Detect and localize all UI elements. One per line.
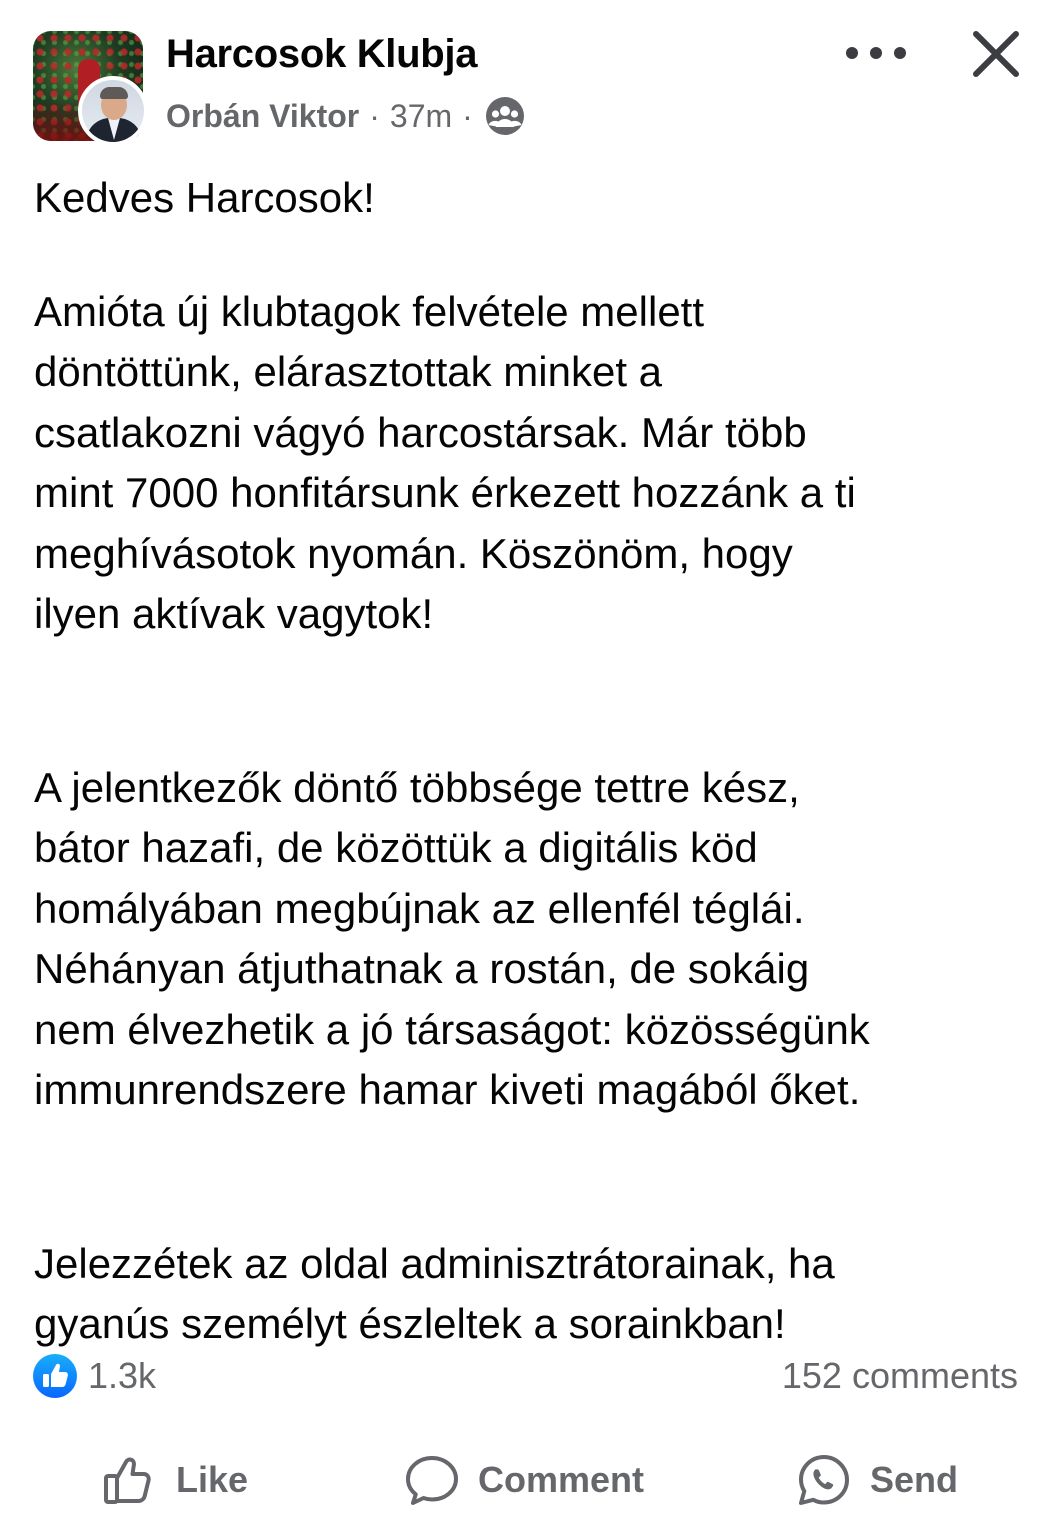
- whatsapp-send-icon: [796, 1452, 852, 1508]
- comment-icon: [404, 1452, 460, 1508]
- like-button[interactable]: [102, 1440, 248, 1520]
- post-actions: [0, 1440, 1050, 1520]
- post-paragraph: A jelentkezők döntő többsége tettre kész, bátor hazafi, de közöttük a digitális köd homályában megbújnak az ellenfél téglái. Néhányan átjuthatnak a rostán, de sokáig nem élvezhetik a jó társaságot: közösségünk immunrendszere hamar kiveti magából őket.: [34, 763, 870, 1113]
- like-icon: [102, 1452, 158, 1508]
- send-label: Send: [870, 1459, 959, 1500]
- post-header: [0, 0, 1050, 160]
- author-name-link[interactable]: Orbán Viktor: [166, 97, 360, 134]
- post-meta: [166, 96, 527, 136]
- like-label: Like: [176, 1459, 249, 1500]
- post-time[interactable]: 37m: [389, 97, 453, 134]
- post-paragraph: Amióta új klubtagok felvétele mellett döntöttünk, elárasztottak minket a csatlakozni vágyó harcostársak. Már több mint 7000 honfitársunk érkezett hozzánk a ti meghívásotok nyomán. Köszönöm, hogy ilyen aktívak vagytok!: [34, 287, 856, 637]
- reactions-summary[interactable]: [32, 1353, 156, 1399]
- reaction-count: 1.3k: [88, 1355, 157, 1396]
- group-name-link[interactable]: Harcosok Klubja: [166, 32, 478, 76]
- more-dots-icon[interactable]: [846, 36, 906, 70]
- group-audience-icon: [483, 94, 527, 138]
- send-button[interactable]: [796, 1440, 958, 1520]
- post-paragraph: Jelezzétek az oldal adminisztrátorainak, ha gyanús személyt észleltek a sorainkban!: [34, 1239, 835, 1347]
- meta-separator: ·: [369, 97, 380, 134]
- like-reaction-icon: [32, 1353, 78, 1399]
- post-body: [34, 168, 1024, 1355]
- post-greeting: Kedves Harcosok!: [34, 174, 375, 221]
- close-icon[interactable]: [968, 26, 1024, 82]
- comment-label: Comment: [478, 1459, 645, 1500]
- meta-separator: ·: [462, 97, 473, 134]
- comment-button[interactable]: [404, 1440, 644, 1520]
- comments-count-link[interactable]: 152 comments: [781, 1355, 1018, 1396]
- post-stats: [32, 1352, 1018, 1400]
- author-avatar[interactable]: [78, 76, 148, 146]
